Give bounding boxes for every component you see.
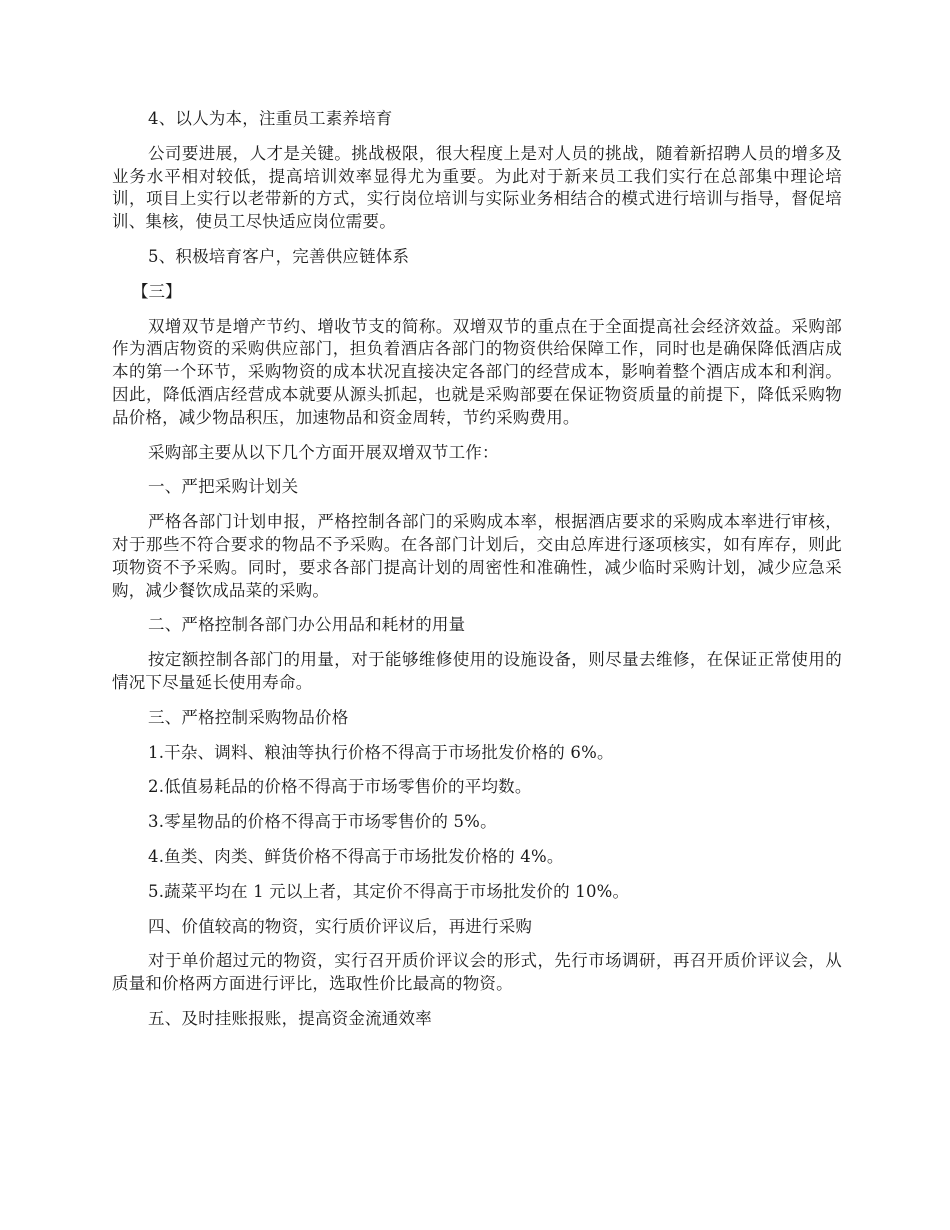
- paragraph-item-4: 对于单价超过元的物资，实行召开质价评议会的形式，先行市场调研，再召开质价评议会，从质量和价格两方面进行评比，选取性价比最高的物资。: [112, 951, 842, 994]
- heading-item-5: 五、及时挂账报账，提高资金流通效率: [148, 1008, 432, 1028]
- section-heading-4: 4、以人为本，注重员工素养培育: [148, 109, 393, 128]
- paragraph-intro: 双增双节是增产节约、增收节支的简称。双增双节的重点在于全面提高社会经济效益。采购部作为酒店物资的采购供应部门，担负着酒店各部门的物资供给保障工作，同时也是确保降低酒店成本的第一个环节，采购物资的成本状况直接决定各部门的经营成本，影响着整个酒店成本和利润。因此，降低酒店经营成本就要从源头抓起，也就是采购部要在保证物资质量的前提下，降低采购物品价格，减少物品积压，加速物品和资金周转，节约采购费用。: [112, 316, 842, 427]
- price-rule-3: 3.零星物品的价格不得高于市场零售价的 5%。: [148, 812, 497, 832]
- price-rule-5: 5.蔬菜平均在 1 元以上者，其定价不得高于市场批发价的 10%。: [148, 881, 630, 901]
- paragraph-item-1: 严格各部门计划申报，严格控制各部门的采购成本率，根据酒店要求的采购成本率进行审核，对于那些不符合要求的物品不予采购。在各部门计划后，交由总库进行逐项核实，如有库存，则此项物资不予采购。同时，要求各部门提高计划的周密性和准确性，减少临时采购计划，减少应急采购，减少餐饮成品菜的采购。: [112, 512, 842, 600]
- heading-item-3: 三、严格控制采购物品价格: [148, 707, 349, 727]
- part-heading-three: 【三】: [132, 281, 182, 301]
- section-heading-5: 5、积极培育客户，完善供应链体系: [148, 246, 410, 266]
- price-rule-4: 4.鱼类、肉类、鲜货价格不得高于市场批发价格的 4%。: [148, 846, 564, 866]
- paragraph-talent: 公司要进展，人才是关键。挑战极限，很大程度上是对人员的挑战，随着新招聘人员的增多及业务水平相对较低，提高培训效率显得尤为重要。为此对于新来员工我们实行在总部集中理论培训，项目上实行以老带新的方式，实行岗位培训与实际业务相结合的模式进行培训与指导，督促培训、集核，使员工尽快适应岗位需要。: [112, 143, 842, 232]
- heading-item-1: 一、严把采购计划关: [148, 477, 299, 497]
- price-rule-1: 1.干杂、调料、粮油等执行价格不得高于市场批发价格的 6%。: [148, 742, 614, 762]
- price-rule-2: 2.低值易耗品的价格不得高于市场零售价的平均数。: [148, 777, 532, 797]
- paragraph-overview: 采购部主要从以下几个方面开展双增双节工作：: [148, 442, 499, 462]
- heading-item-2: 二、严格控制各部门办公用品和耗材的用量: [148, 615, 466, 635]
- paragraph-item-2: 按定额控制各部门的用量，对于能够维修使用的设施设备，则尽量去维修，在保证正常使用的情况下尽量延长使用寿命。: [112, 650, 842, 692]
- heading-item-4: 四、价值较高的物资，实行质价评议后，再进行采购: [148, 916, 533, 936]
- document-body: [112, 108, 842, 1043]
